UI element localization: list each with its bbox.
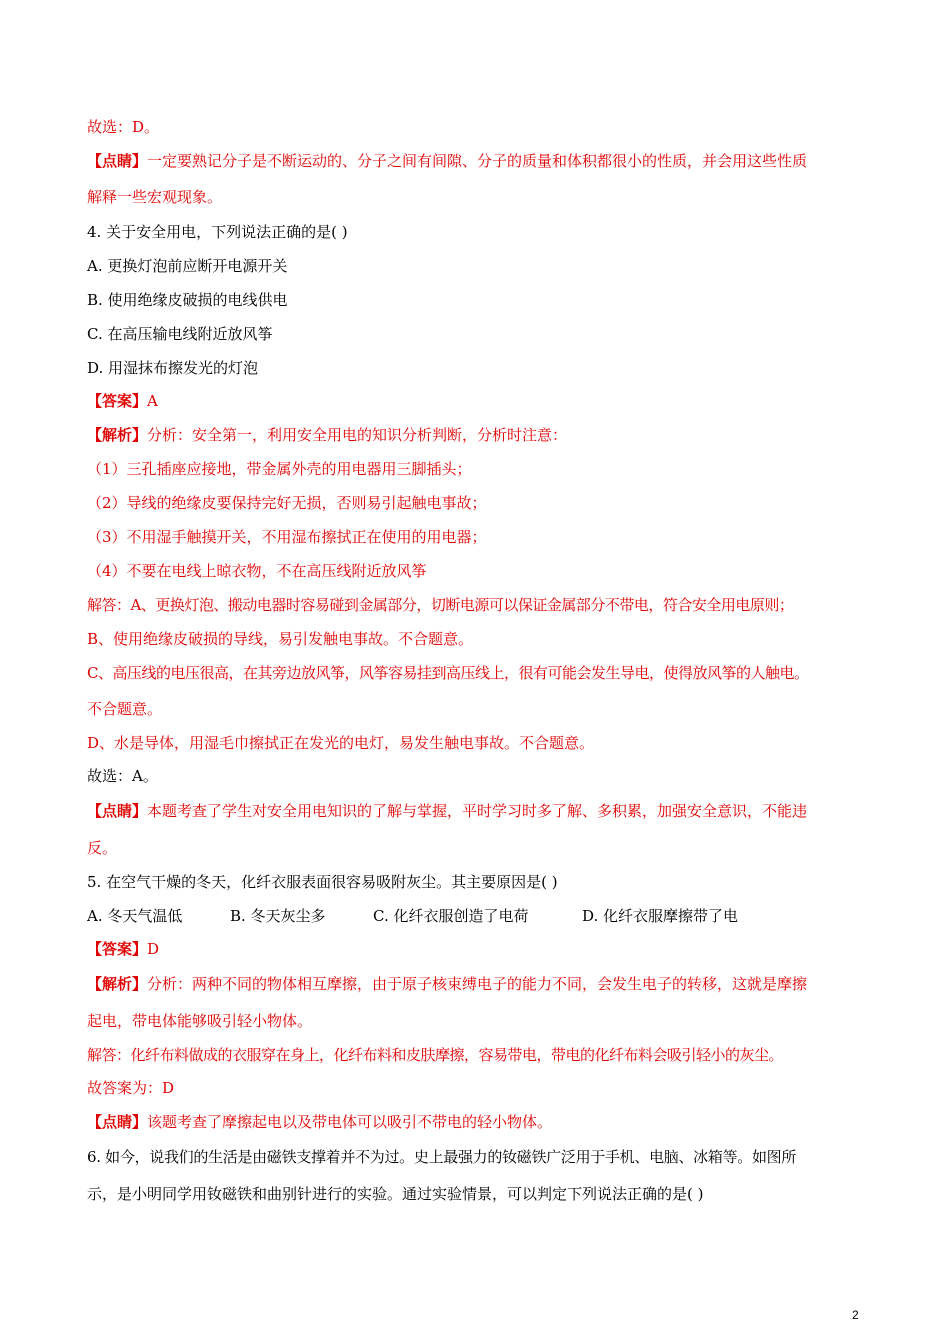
q4-solution-1: 解答：A、更换灯泡、搬动电器时容易碰到金属部分，切断电源可以保证金属部分不带电，符合安全用电原则； — [87, 596, 794, 614]
q4-dianjing-line2: 反。 — [87, 839, 118, 857]
q5-analysis-line1 — [87, 974, 807, 994]
q4-answer — [87, 391, 158, 411]
q4-point-4: （4）不要在电线上晾衣物，不在高压线附近放风筝 — [87, 562, 427, 580]
dianjing-tag: 【点睛】 — [87, 1113, 148, 1131]
dianjing-text: 该题考查了摩擦起电以及带电体可以吸引不带电的轻小物体。 — [147, 1113, 553, 1131]
q4-point-2: （2）导线的绝缘皮要保持完好无损，否则易引起触电事故； — [87, 494, 487, 512]
page-number: 2 — [852, 1308, 859, 1322]
q5-option-c: C. 化纤衣服创造了电荷 — [373, 907, 529, 925]
q4-point-1: （1）三孔插座应接地，带金属外壳的用电器用三脚插头； — [87, 460, 472, 478]
q4-solution-3: C、高压线的电压很高，在其旁边放风筝，风筝容易挂到高压线上，很有可能会发生导电，使得放风筝的人触电。 — [87, 664, 809, 682]
q4-option-c: C. 在高压输电线附近放风筝 — [87, 325, 273, 343]
answer-tag: 【答案】 — [87, 392, 148, 410]
q5-dianjing — [87, 1112, 552, 1132]
prev-choice: 故选：D。 — [87, 118, 160, 136]
prev-dianjing-line1 — [87, 151, 807, 171]
q4-solution-2: B、使用绝缘皮破损的导线，易引发触电事故。不合题意。 — [87, 630, 474, 648]
q5-answer — [87, 939, 159, 959]
answer-tag: 【答案】 — [87, 940, 148, 958]
analysis-text: 分析：安全第一，利用安全用电的知识分析判断，分析时注意： — [147, 426, 568, 444]
q4-point-3: （3）不用湿手触摸开关，不用湿布擦拭正在使用的用电器； — [87, 528, 487, 546]
dianjing-tag: 【点睛】 — [87, 152, 148, 170]
q5-solution: 解答：化纤布料做成的衣服穿在身上，化纤布料和皮肤摩擦，容易带电，带电的化纤布料会吸引轻小的灰尘。 — [87, 1046, 784, 1064]
q6-stem-line1: 6. 如今，说我们的生活是由磁铁支撑着并不为过。史上最强力的钕磁铁广泛用于手机、电脑、冰箱等。如图所 — [87, 1148, 797, 1166]
q5-stem: 5. 在空气干燥的冬天，化纤衣服表面很容易吸附灰尘。其主要原因是( ) — [87, 873, 558, 891]
answer-value: A — [147, 392, 158, 410]
q6-stem-line2: 示，是小明同学用钕磁铁和曲别针进行的实验。通过实验情景，可以判定下列说法正确的是( ) — [87, 1185, 704, 1203]
answer-value: D — [147, 940, 160, 958]
q5-options — [87, 906, 738, 926]
q5-analysis-line2: 起电，带电体能够吸引轻小物体。 — [87, 1012, 313, 1030]
q5-option-d: D. 化纤衣服摩擦带了电 — [582, 907, 739, 925]
q4-option-b: B. 使用绝缘皮破损的电线供电 — [87, 291, 288, 309]
q5-option-a: A. 冬天气温低 — [87, 907, 183, 925]
analysis-tag: 【解析】 — [87, 975, 148, 993]
q4-dianjing-line1 — [87, 801, 807, 821]
q4-solution-4: 不合题意。 — [87, 700, 163, 718]
q5-option-b: B. 冬天灰尘多 — [230, 907, 326, 925]
q4-stem: 4. 关于安全用电，下列说法正确的是( ) — [87, 223, 348, 241]
prev-dianjing-line2: 解释一些宏观现象。 — [87, 188, 223, 206]
analysis-tag: 【解析】 — [87, 426, 148, 444]
dianjing-text: 一定要熟记分子是不断运动的、分子之间有间隙、分子的质量和体积都很小的性质，并会用这些性质 — [147, 152, 808, 170]
q4-choice: 故选：A。 — [87, 767, 158, 785]
q4-option-d: D. 用湿抹布擦发光的灯泡 — [87, 359, 259, 377]
analysis-text: 分析：两种不同的物体相互摩擦，由于原子核束缚电子的能力不同，会发生电子的转移，这就是摩擦 — [147, 975, 808, 993]
dianjing-tag: 【点睛】 — [87, 802, 148, 820]
q5-choice: 故答案为：D — [87, 1079, 175, 1097]
q4-option-a: A. 更换灯泡前应断开电源开关 — [87, 257, 288, 275]
q4-solution-5: D、水是导体，用湿毛巾擦拭正在发光的电灯，易发生触电事故。不合题意。 — [87, 734, 595, 752]
dianjing-text: 本题考查了学生对安全用电知识的了解与掌握，平时学习时多了解、多积累，加强安全意识，不能违 — [147, 802, 808, 820]
q4-analysis-intro — [87, 425, 567, 445]
